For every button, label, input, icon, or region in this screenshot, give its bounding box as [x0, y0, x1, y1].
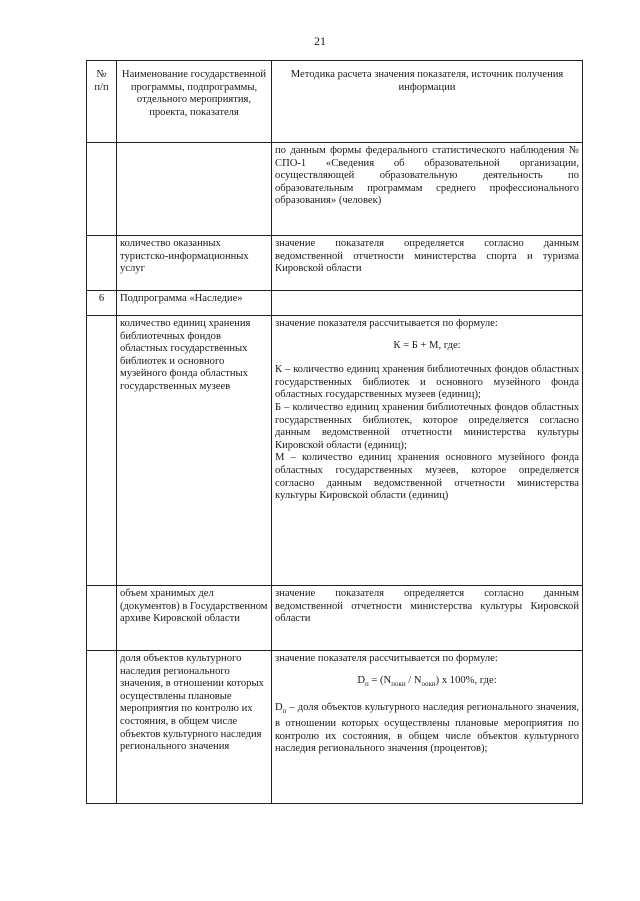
- formula-intro: значение показателя рассчитывается по формуле:: [275, 318, 498, 329]
- table-header-row: [87, 61, 583, 143]
- row-name: доля объектов культурного наследия регионального значения, в отношении которых осуществлены плановые мероприятия по контролю их состояния, в общем числе объектов культурного наследия регионального значения: [117, 651, 272, 804]
- header-name: Наименование государственной программы, подпрограммы, отдельного мероприятия, проекта, показателя: [117, 61, 272, 143]
- formula-div: / N: [405, 674, 422, 686]
- row-num: [87, 316, 117, 586]
- row-name: Подпрограмма «Наследие»: [117, 291, 272, 316]
- header-method: Методика расчета значения показателя, источник получения информации: [272, 61, 583, 143]
- table-row: [87, 586, 583, 651]
- row-method: по данным формы федерального статистического наблюдения № СПО-1 «Сведения об образовательной организации, осуществляющей образовательную деятельность по образовательным программам среднего профессионального образования» (человек): [272, 143, 583, 236]
- row-name: [117, 143, 272, 236]
- row-name: количество оказанных туристско-информационных услуг: [117, 236, 272, 291]
- row-name: количество единиц хранения библиотечных фондов областных государственных библиотек и основного музейного фонда областных государственных музеев: [117, 316, 272, 586]
- definition-m: М – количество единиц хранения основного музейного фонда областных государственных музеев, которое определяется согласно данным ведомственной отчетности министерства культуры Кировской области (единиц): [275, 452, 579, 502]
- page-number: 21: [314, 34, 326, 48]
- formula-eq: = (N: [368, 674, 392, 686]
- row-method: [272, 291, 583, 316]
- formula: [275, 666, 579, 703]
- table-row: [87, 143, 583, 236]
- row-num: [87, 143, 117, 236]
- definition-k: К – количество единиц хранения библиотечных фондов областных государственных библиотек и основного музейного фонда областных государственных музеев (единиц);: [275, 364, 579, 401]
- row-num: [87, 586, 117, 651]
- formula-sub1: покн: [391, 679, 406, 688]
- row-method: [272, 316, 583, 586]
- row-num: 6: [87, 291, 117, 316]
- d-symbol: D: [275, 702, 283, 714]
- formula: К = Б + М, где:: [393, 339, 461, 351]
- definition-b: Б – количество единиц хранения библиотечных фондов областных государственных библиотек, которое определяется согласно данным ведомственной отчетности министерства культуры Кировской области (единиц);: [275, 401, 579, 451]
- formula-sub2: ооки: [421, 679, 436, 688]
- row-name: объем хранимых дел (документов) в Государственном архиве Кировской области: [117, 586, 272, 651]
- d-definition: – доля объектов культурного наследия регионального значения, в отношении которых осуществлены плановые мероприятия по контролю их состояния, в общем числе объектов культурного наследия регионального значения (процентов);: [275, 702, 579, 755]
- row-num: [87, 236, 117, 291]
- header-num: № п/п: [87, 61, 117, 143]
- row-method: значение показателя определяется согласно данным ведомственной отчетности министерства спорта и туризма Кировской области: [272, 236, 583, 291]
- row-num: [87, 651, 117, 804]
- table-row: [87, 651, 583, 804]
- formula-intro: значение показателя рассчитывается по формуле:: [275, 653, 498, 664]
- indicator-table: [86, 60, 583, 804]
- formula-lhs: D: [357, 674, 365, 686]
- d-symbol-sub: п: [282, 707, 287, 716]
- table-row: [87, 316, 583, 586]
- row-method: [272, 651, 583, 804]
- table-row: [87, 236, 583, 291]
- formula-lhs-sub: п: [365, 679, 369, 688]
- formula-rest: ) x 100%, где:: [435, 674, 497, 686]
- row-method: значение показателя определяется согласно данным ведомственной отчетности министерства культуры Кировской области: [272, 586, 583, 651]
- table-row: [87, 291, 583, 316]
- definition-d: [275, 702, 579, 755]
